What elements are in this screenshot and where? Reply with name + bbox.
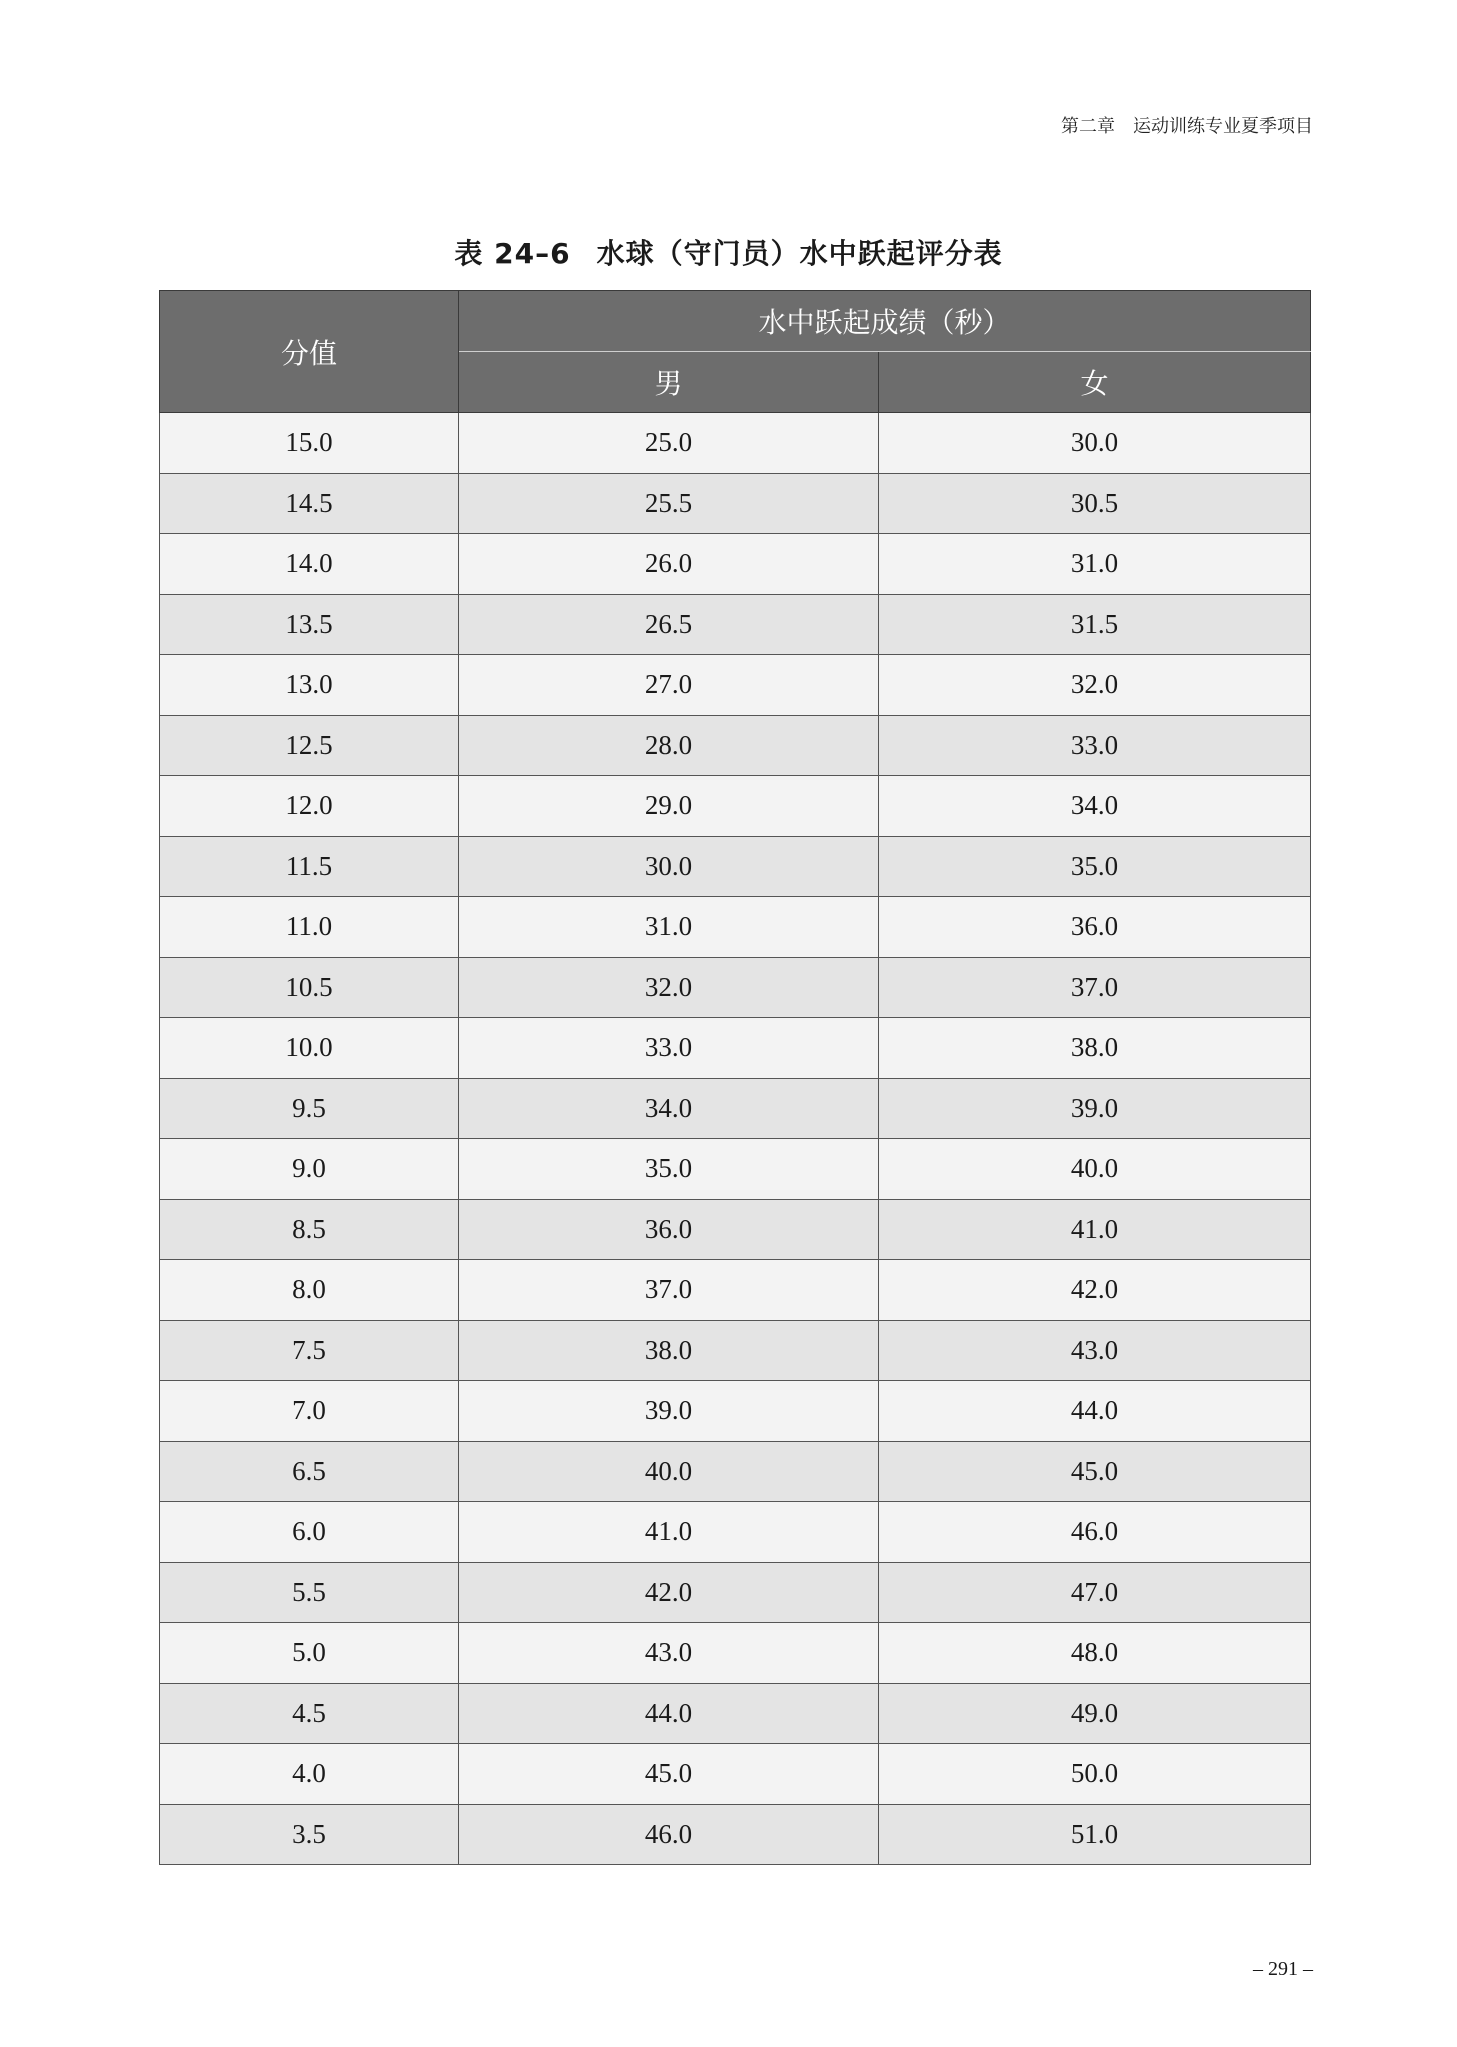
cell-male: 35.0 [459,1139,879,1200]
score-table [159,290,1311,1865]
table-row [160,534,1311,595]
cell-male: 39.0 [459,1381,879,1442]
cell-male: 44.0 [459,1683,879,1744]
cell-male: 42.0 [459,1562,879,1623]
cell-female: 36.0 [879,897,1311,958]
cell-female: 41.0 [879,1199,1311,1260]
table-row [160,1199,1311,1260]
cell-score: 7.5 [160,1320,459,1381]
header-female: 女 [879,352,1311,413]
cell-female: 43.0 [879,1320,1311,1381]
cell-score: 10.0 [160,1018,459,1079]
cell-score: 12.5 [160,715,459,776]
cell-male: 46.0 [459,1804,879,1865]
cell-score: 9.5 [160,1078,459,1139]
cell-male: 33.0 [459,1018,879,1079]
table-row [160,1441,1311,1502]
cell-score: 6.0 [160,1502,459,1563]
cell-score: 9.0 [160,1139,459,1200]
cell-female: 38.0 [879,1018,1311,1079]
cell-female: 31.5 [879,594,1311,655]
cell-female: 44.0 [879,1381,1311,1442]
cell-score: 4.0 [160,1744,459,1805]
header-male: 男 [459,352,879,413]
table-row [160,1804,1311,1865]
table-row [160,1018,1311,1079]
table-row [160,655,1311,716]
table-row [160,1139,1311,1200]
cell-male: 25.0 [459,413,879,474]
cell-male: 40.0 [459,1441,879,1502]
header-result-group: 水中跃起成绩（秒） [459,291,1311,352]
cell-female: 51.0 [879,1804,1311,1865]
cell-score: 8.5 [160,1199,459,1260]
cell-female: 35.0 [879,836,1311,897]
cell-male: 28.0 [459,715,879,776]
cell-female: 40.0 [879,1139,1311,1200]
cell-female: 30.0 [879,413,1311,474]
cell-score: 5.5 [160,1562,459,1623]
cell-score: 7.0 [160,1381,459,1442]
table-row [160,715,1311,776]
cell-score: 11.0 [160,897,459,958]
table-row [160,1260,1311,1321]
cell-male: 29.0 [459,776,879,837]
cell-score: 6.5 [160,1441,459,1502]
cell-male: 41.0 [459,1502,879,1563]
table-body [160,413,1311,1865]
table-row [160,1683,1311,1744]
cell-female: 45.0 [879,1441,1311,1502]
cell-score: 12.0 [160,776,459,837]
cell-male: 30.0 [459,836,879,897]
cell-male: 26.0 [459,534,879,595]
cell-male: 38.0 [459,1320,879,1381]
cell-score: 13.0 [160,655,459,716]
cell-score: 8.0 [160,1260,459,1321]
table-row [160,1381,1311,1442]
cell-male: 32.0 [459,957,879,1018]
table-row [160,836,1311,897]
cell-female: 48.0 [879,1623,1311,1684]
cell-female: 33.0 [879,715,1311,776]
cell-male: 45.0 [459,1744,879,1805]
cell-female: 39.0 [879,1078,1311,1139]
cell-female: 32.0 [879,655,1311,716]
cell-female: 46.0 [879,1502,1311,1563]
cell-score: 4.5 [160,1683,459,1744]
table-row [160,1502,1311,1563]
table-number: 表 24–6 [454,237,571,270]
cell-male: 31.0 [459,897,879,958]
table-row [160,413,1311,474]
table-row [160,957,1311,1018]
table-caption: 水球（守门员）水中跃起评分表 [596,237,1003,270]
cell-male: 36.0 [459,1199,879,1260]
table-row [160,594,1311,655]
cell-score: 3.5 [160,1804,459,1865]
cell-score: 11.5 [160,836,459,897]
page-number: – 291 – [1253,1958,1313,1980]
cell-female: 42.0 [879,1260,1311,1321]
table-row [160,1744,1311,1805]
cell-female: 47.0 [879,1562,1311,1623]
cell-female: 50.0 [879,1744,1311,1805]
table-row [160,473,1311,534]
cell-score: 14.0 [160,534,459,595]
table-row [160,897,1311,958]
table-title [0,232,1457,272]
table-row [160,1562,1311,1623]
cell-male: 34.0 [459,1078,879,1139]
running-header: 第二章 运动训练专业夏季项目 [1061,116,1313,137]
cell-male: 37.0 [459,1260,879,1321]
table-row [160,776,1311,837]
cell-female: 34.0 [879,776,1311,837]
header-score: 分值 [160,291,459,413]
cell-female: 31.0 [879,534,1311,595]
cell-male: 25.5 [459,473,879,534]
cell-score: 10.5 [160,957,459,1018]
cell-score: 14.5 [160,473,459,534]
cell-female: 30.5 [879,473,1311,534]
cell-female: 37.0 [879,957,1311,1018]
table-row [160,1623,1311,1684]
cell-male: 26.5 [459,594,879,655]
table-row [160,1320,1311,1381]
cell-score: 5.0 [160,1623,459,1684]
cell-score: 13.5 [160,594,459,655]
cell-female: 49.0 [879,1683,1311,1744]
cell-male: 27.0 [459,655,879,716]
cell-score: 15.0 [160,413,459,474]
cell-male: 43.0 [459,1623,879,1684]
table-row [160,1078,1311,1139]
